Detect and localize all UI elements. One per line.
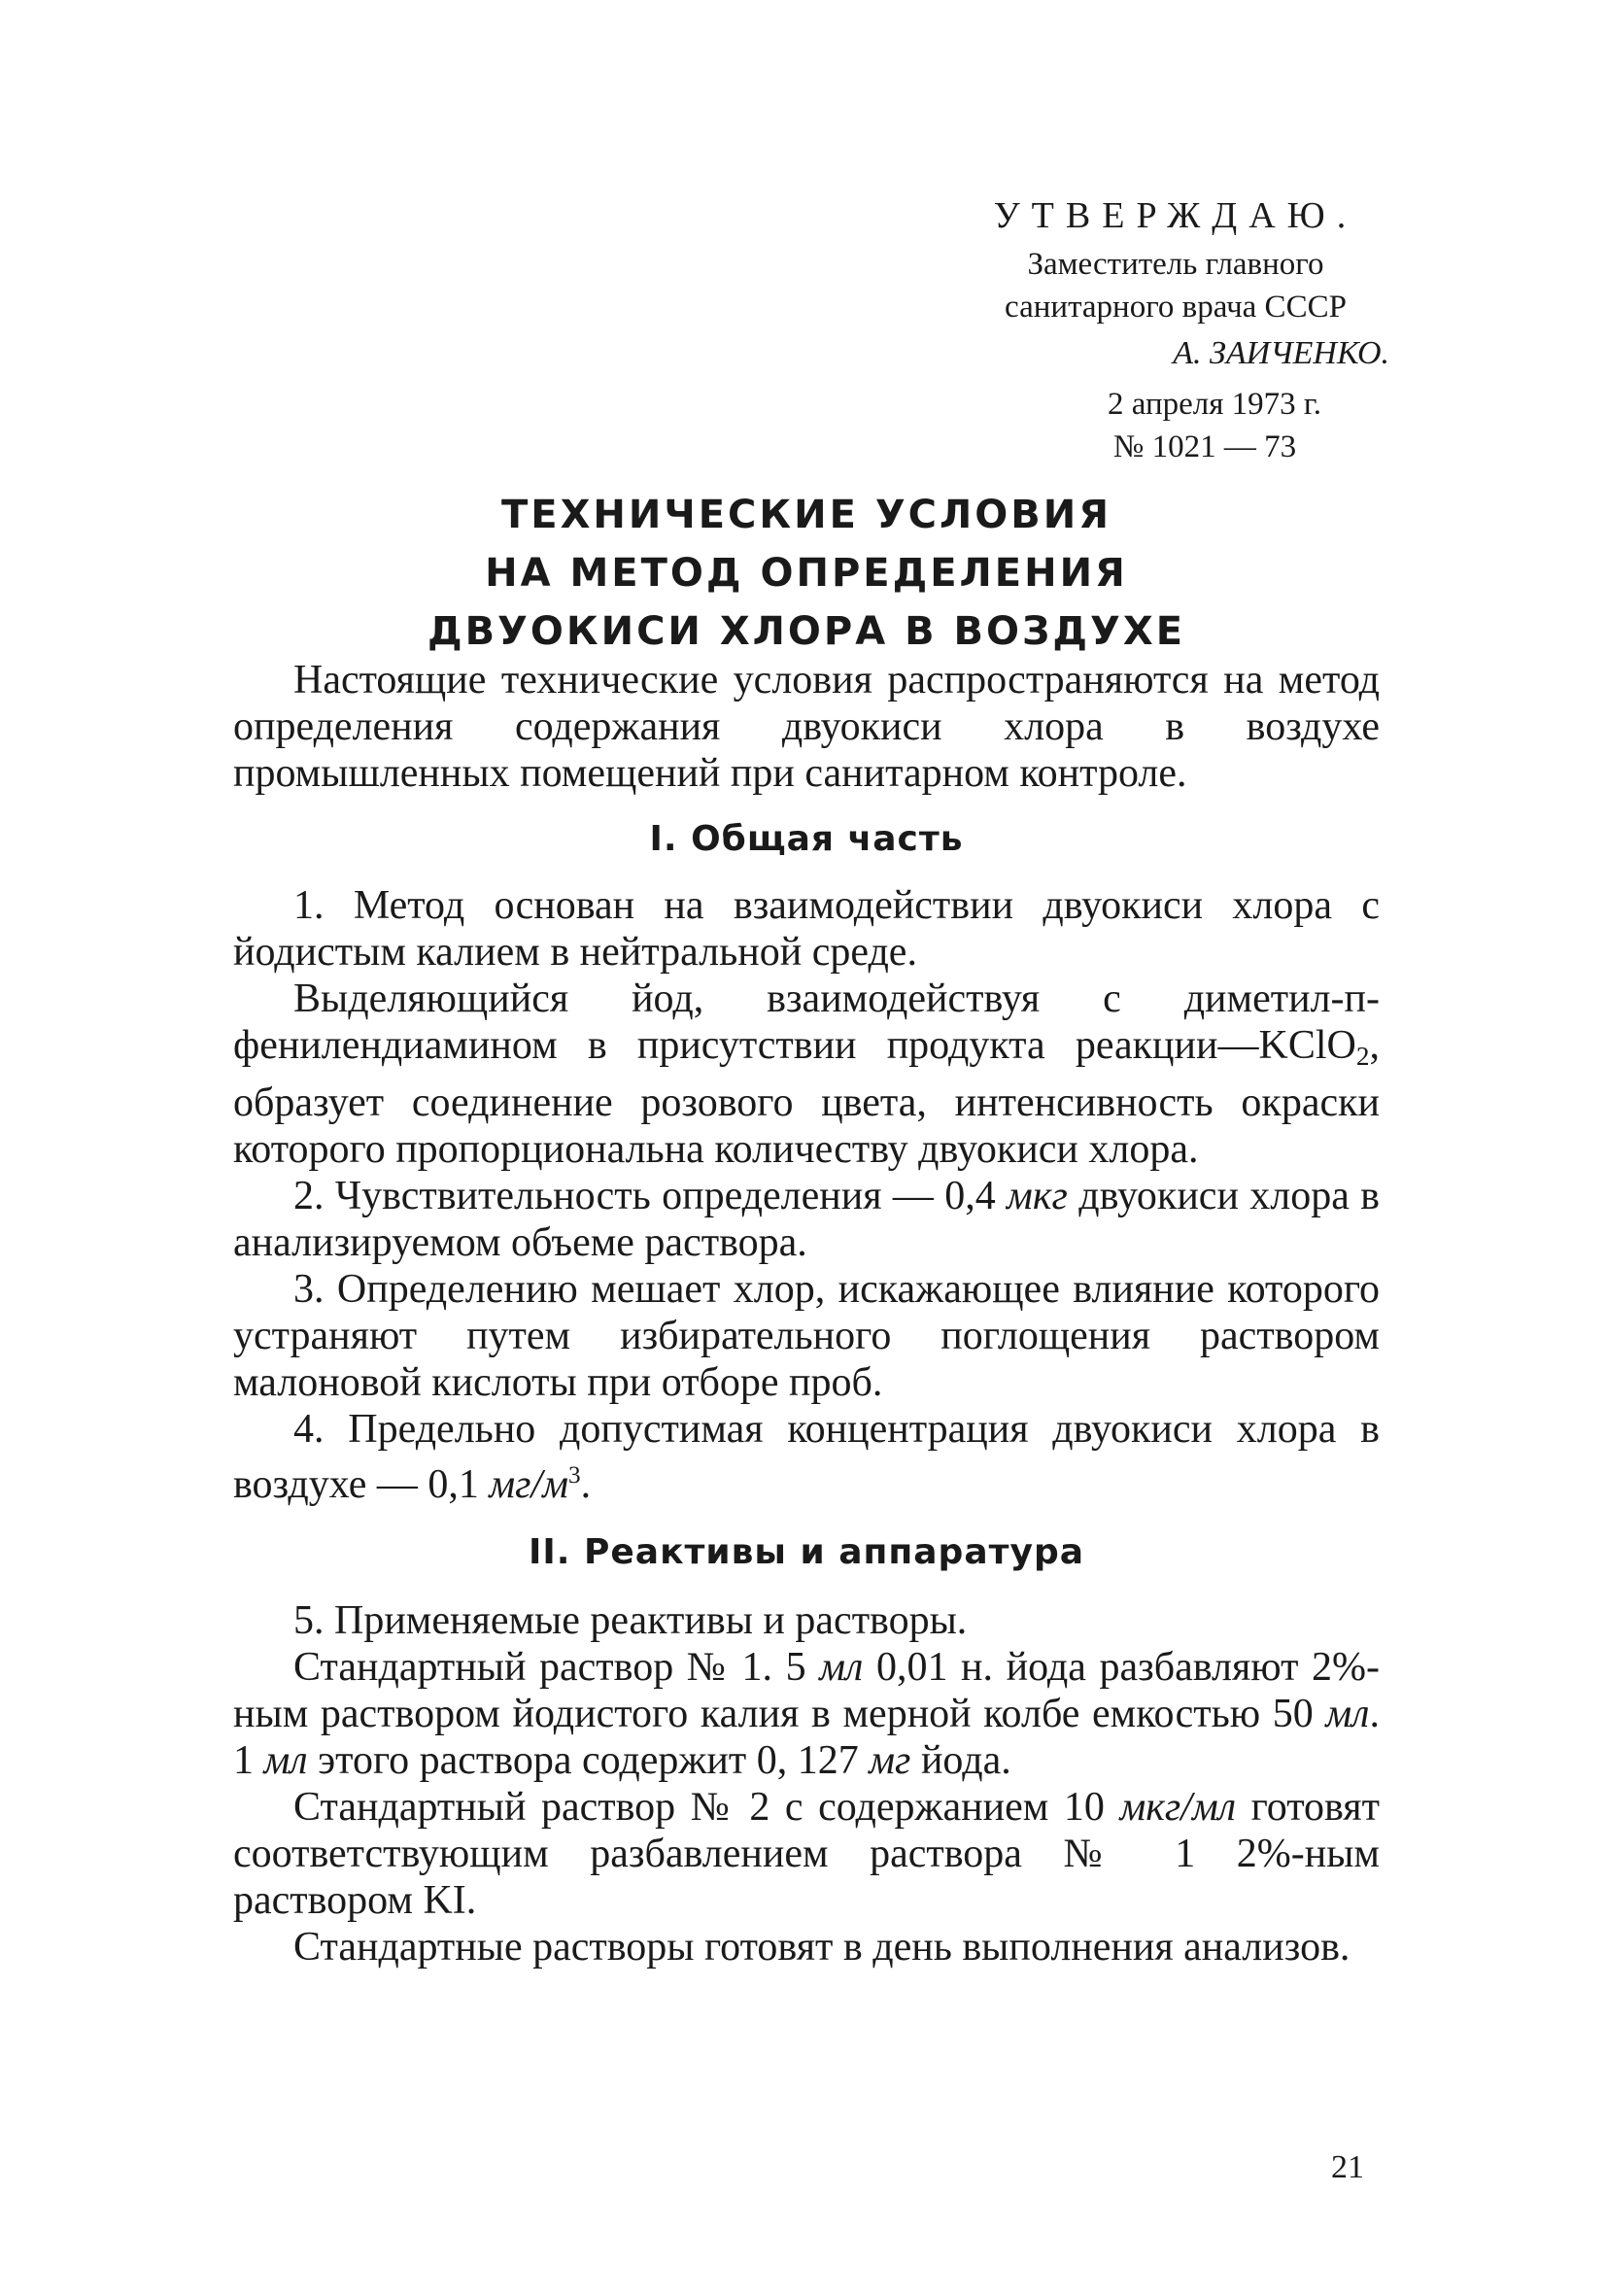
unit: мг: [869, 1737, 911, 1783]
superscript: 3: [568, 1461, 581, 1489]
section-1-paragraph-3: [233, 1173, 1380, 1266]
unit: мкг: [1007, 1173, 1068, 1218]
paragraph-text: 0,01 н. йода разбавляют 2%-ным раствором йодистого калия в мерной колбе емкостью 50: [233, 1644, 1381, 1736]
unit: мл: [819, 1644, 864, 1690]
section-2-paragraph-1: 5. Применяемые реактивы и растворы.: [293, 1597, 968, 1643]
paragraph-text: Стандартный раствор № 2 с содержанием 10: [293, 1784, 1120, 1830]
paragraph-text: 4. Предельно допустимая концентрация двуокиси хлора в воздухе — 0,1: [233, 1406, 1380, 1507]
section-1-paragraph-1: 1. Метод основан на взаимодействии двуокиси хлора с йодистым калием в нейтральной среде.: [233, 883, 1380, 975]
paragraph-text: , образует соединение розового цвета, интенсивность окраски которого пропорциональна количеству двуокиси хлора.: [233, 1023, 1380, 1172]
section-1-paragraph-4: 3. Определению мешает хлор, искажающее влияние которого устраняют путем избирательного поглощения раствором малоновой кислоты при отборе проб.: [233, 1266, 1380, 1405]
title-line-2: НА МЕТОД ОПРЕДЕЛЕНИЯ: [485, 551, 1128, 596]
unit: мл: [263, 1737, 308, 1783]
section-1-heading: I. Общая часть: [649, 819, 964, 859]
subscript: 2: [1355, 1041, 1370, 1071]
paragraph-text: двуокиси хлора в анализируемом объеме раствора.: [233, 1173, 1380, 1265]
document-body: [233, 657, 1380, 1970]
paragraph-text: готовят соответствующим разбавлением раствора № 1 2%-ным раствором KI.: [233, 1784, 1380, 1923]
paragraph-text: .: [580, 1461, 592, 1507]
approval-heading: УТВЕРЖДАЮ.: [993, 195, 1358, 236]
approver-position-line1: Заместитель главного: [1027, 247, 1324, 282]
section-1-paragraph-5: [233, 1406, 1380, 1508]
paragraph-text: этого раствора содержит 0, 127: [307, 1737, 870, 1783]
section-2-paragraph-4: Стандартные растворы готовят в день выполнения анализов.: [293, 1924, 1351, 1970]
title-line-1: ТЕХНИЧЕСКИЕ УСЛОВИЯ: [500, 493, 1111, 537]
section-2-paragraph-3: [233, 1784, 1380, 1924]
document-title: [233, 486, 1380, 661]
paragraph-text: 2. Чувствительность определения — 0,4: [293, 1173, 1008, 1218]
paragraph-text: Выделяющийся йод, взаимодействуя с диметил-п-фенилендиамином в присутствии продукта реакции—KClO: [233, 977, 1380, 1068]
section-1-paragraph-2: [233, 976, 1380, 1173]
approval-block: [962, 194, 1389, 468]
unit: мл: [1325, 1691, 1370, 1736]
approver-name: А. ЗАИЧЕНКО.: [1173, 335, 1389, 371]
approver-position-line2: санитарного врача СССР: [1005, 290, 1347, 325]
paragraph-text: . 1: [233, 1691, 1380, 1783]
approval-number: № 1021 — 73: [1112, 429, 1297, 464]
section-2-heading: II. Реактивы и аппаратура: [528, 1531, 1085, 1572]
unit: мг/м: [489, 1461, 569, 1507]
paragraph-text: Стандартный раствор № 1. 5: [293, 1644, 820, 1690]
page-number: 21: [1331, 2149, 1364, 2185]
unit: мкг/мл: [1119, 1784, 1237, 1830]
title-line-3: ДВУОКИСИ ХЛОРА В ВОЗДУХЕ: [427, 609, 1186, 654]
approval-date: 2 апреля 1973 г.: [1108, 387, 1321, 422]
intro-paragraph: Настоящие технические условия распространяются на метод определения содержания двуокиси хлора в воздухе промышленных помещений при санитарном контроле.: [233, 658, 1380, 796]
section-2-paragraph-2: [233, 1644, 1380, 1784]
paragraph-text: йода.: [910, 1737, 1011, 1783]
